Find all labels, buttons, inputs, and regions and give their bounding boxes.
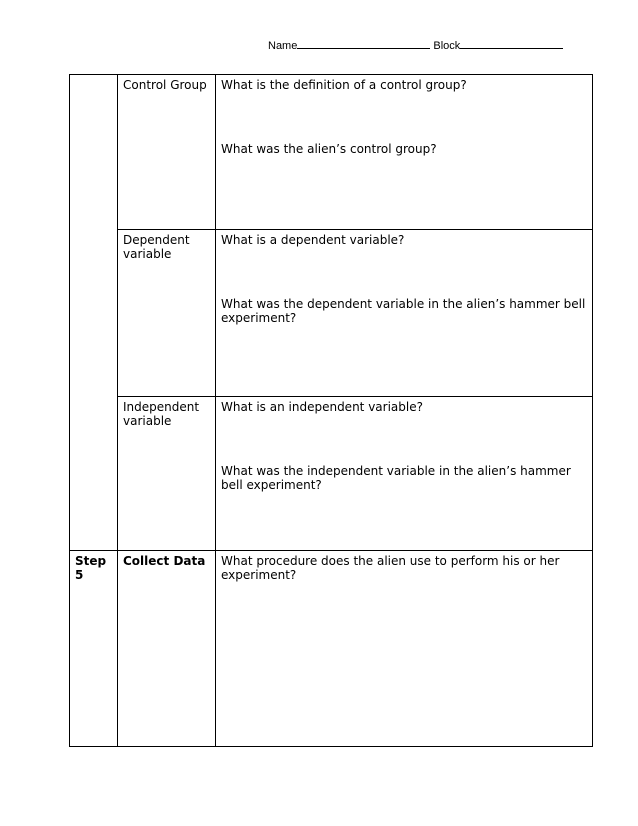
step-cell-empty [70, 75, 118, 551]
term-cell [118, 75, 216, 230]
table-row-collect-data [70, 551, 593, 747]
term-cell [118, 397, 216, 551]
question-definition: What is an independent variable? [221, 400, 423, 414]
question-definition: What is a dependent variable? [221, 233, 405, 247]
step-label: Step 5 [75, 554, 107, 582]
question-cell[interactable] [216, 75, 593, 230]
question-alien: What was the dependent variable in the alien’s hammer bell experiment? [221, 297, 586, 325]
term-control-group: Control Group [123, 78, 207, 92]
step-cell [70, 551, 118, 747]
term-cell [118, 230, 216, 397]
term-collect-data: Collect Data [123, 554, 206, 568]
term-cell [118, 551, 216, 747]
table-row-independent-variable [70, 397, 593, 551]
name-blank-line[interactable] [297, 38, 430, 49]
question-cell[interactable] [216, 551, 593, 747]
name-label: Name [268, 40, 298, 52]
question-alien: What was the independent variable in the alien’s hammer bell experiment? [221, 464, 571, 492]
worksheet-table [69, 74, 593, 747]
question-definition: What is the definition of a control group? [221, 78, 467, 92]
question-alien: What was the alien’s control group? [221, 142, 437, 156]
block-label: Block [433, 40, 461, 52]
table-row-control-group [70, 75, 593, 230]
question-procedure: What procedure does the alien use to perform his or her experiment? [221, 554, 560, 582]
student-header [268, 38, 563, 52]
table-row-dependent-variable [70, 230, 593, 397]
block-blank-line[interactable] [460, 38, 563, 49]
term-independent-variable: Independent variable [123, 400, 200, 428]
question-cell[interactable] [216, 397, 593, 551]
term-dependent-variable: Dependent variable [123, 233, 190, 261]
question-cell[interactable] [216, 230, 593, 397]
